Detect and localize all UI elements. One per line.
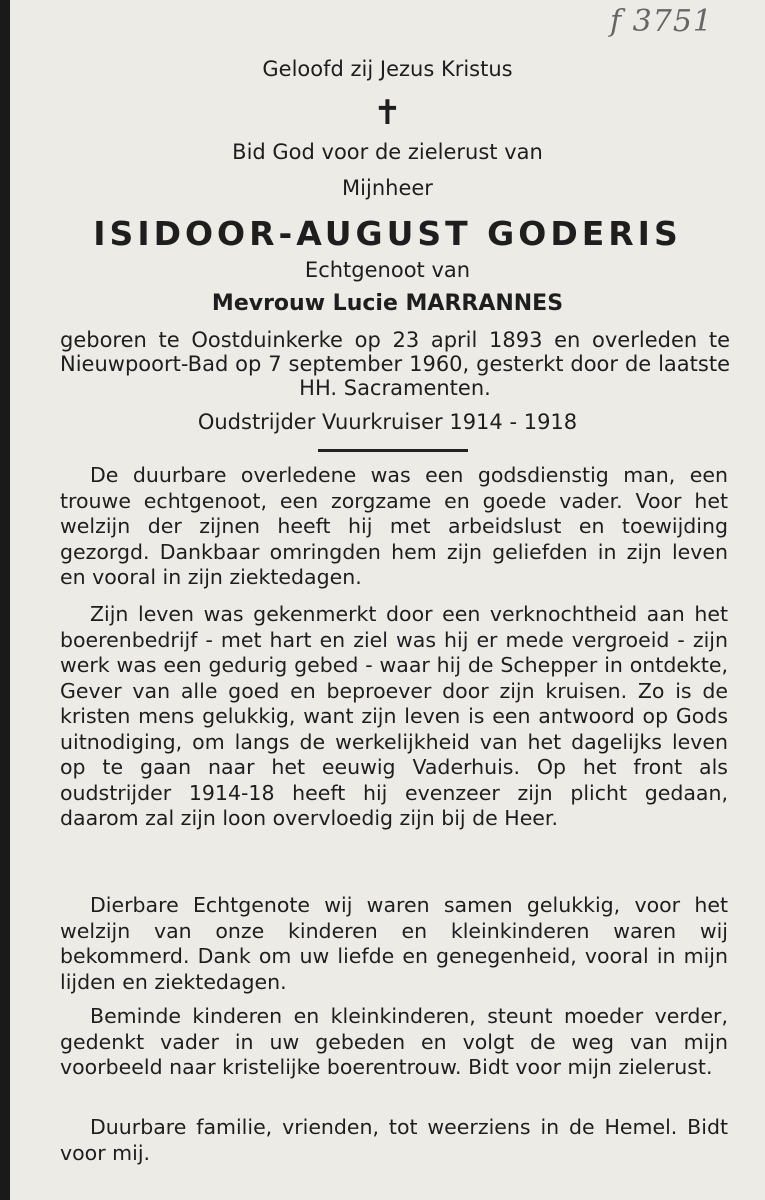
prayer-line: Bid God voor de zielerust van	[232, 140, 543, 164]
archive-mark: f 3751	[610, 4, 713, 39]
spouse-name: Mevrouw Lucie MARRANNES	[211, 291, 564, 316]
veteran-line: Oudstrijder Vuurkruiser 1914 - 1918	[197, 410, 578, 434]
spouse-label: Echtgenoot van	[304, 258, 471, 282]
heading: Geloofd zij Jezus Kristus	[262, 57, 513, 81]
paragraph-3: Dierbare Echtgenote wij waren samen gelukkig, voor het welzijn van onze kinderen en kleinkinderen waren wij bekommerd. Dank om uw liefde en genegenheid, vooral in mijn lijden en ziektedagen.	[60, 893, 728, 994]
memorial-card	[10, 0, 765, 1200]
honorific: Mijnheer	[342, 176, 433, 200]
paragraph-1: De duurbare overledene was een godsdienstig man, een trouwe echtgenoot, een zorgzame en goede vader. Voor het welzijn der zijnen heeft hij met arbeidslust en toewijding gezorgd. Dankbaar omringden hem zijn geliefden in zijn leven en vooral in zijn ziektedagen.	[60, 463, 728, 589]
cross-icon: ✝	[373, 93, 402, 133]
deceased-name: ISIDOOR-AUGUST GODERIS	[93, 214, 682, 253]
paragraph-5: Duurbare familie, vrienden, tot weerziens in de Hemel. Bidt voor mij.	[60, 1115, 728, 1165]
birth-death-info: geboren te Oostduinkerke op 23 april 1893 en overleden te Nieuwpoort-Bad op 7 september 1960, gesterkt door de laatste HH. Sacramenten.	[60, 328, 730, 400]
paragraph-2: Zijn leven was gekenmerkt door een verknochtheid aan het boerenbedrijf - met hart en ziel was hij er mede vergroeid - zijn werk was een gedurig gebed - waar hij de Schepper in ontdekte, Gever van alle goed en beproever door zijn kruisen. Zo is de kristen mens gelukkig, want zijn leven is een antwoord op Gods uitnodiging, om langs de werkelijkheid van het dagelijks leven op te gaan naar het eeuwig Vaderhuis. Op het front als oudstrijder 1914-18 heeft hij evenzeer zijn plicht gedaan, daarom zal zijn loon overvloedig zijn bij de Heer.	[60, 602, 728, 830]
paragraph-4: Beminde kinderen en kleinkinderen, steunt moeder verder, gedenkt vader in uw gebeden en volgt de weg van mijn voorbeeld naar kristelijke boerentrouw. Bidt voor mijn zielerust.	[60, 1004, 728, 1079]
divider	[318, 449, 468, 452]
